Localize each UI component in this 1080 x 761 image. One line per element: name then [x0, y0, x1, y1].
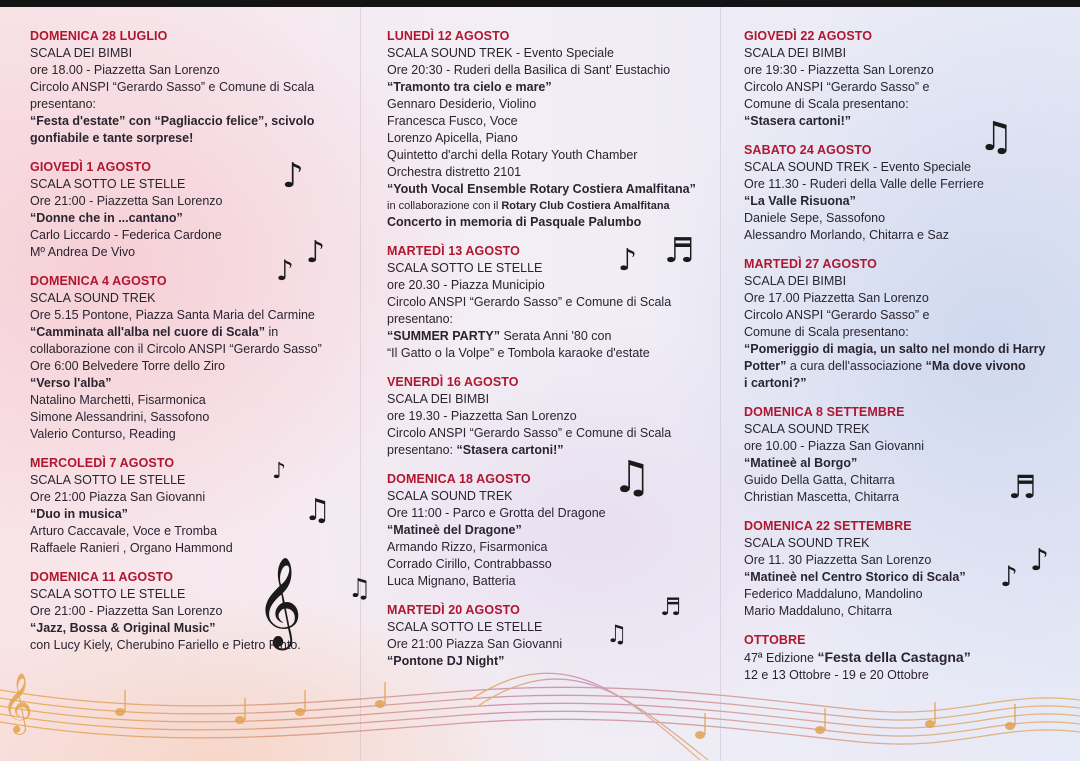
- event-block: [744, 28, 1064, 130]
- event-text: SCALA DEI BIMBI: [744, 274, 847, 288]
- event-line: [387, 96, 717, 113]
- event-text: ore 18.00 - Piazzetta San Lorenzo: [30, 63, 220, 77]
- event-text: Serata Anni '80 con: [499, 329, 612, 343]
- beamed-notes-icon: ♫: [978, 114, 1014, 160]
- event-text: SCALA SOTTO LE STELLE: [30, 473, 186, 487]
- staff-notes-icon: [115, 700, 1015, 739]
- event-date: MARTEDÌ 20 AGOSTO: [387, 603, 520, 617]
- event-line: [387, 573, 717, 590]
- event-text: “Tramonto tra cielo e mare”: [387, 80, 552, 94]
- event-block: [387, 471, 717, 590]
- event-line: [744, 307, 1064, 324]
- event-text: Raffaele Ranieri , Organo Hammond: [30, 541, 233, 555]
- event-line: [744, 341, 1064, 358]
- event-text: Valerio Conturso, Reading: [30, 427, 176, 441]
- event-line: [30, 290, 360, 307]
- event-line: [30, 426, 360, 443]
- event-line: [387, 147, 717, 164]
- event-text: SCALA SOTTO LE STELLE: [30, 587, 186, 601]
- event-date: GIOVEDÌ 22 AGOSTO: [744, 29, 873, 43]
- event-block: [30, 455, 360, 557]
- event-line: [744, 62, 1064, 79]
- event-line: [30, 324, 360, 341]
- event-line: [744, 96, 1064, 113]
- event-line: [744, 375, 1064, 392]
- event-text: SCALA SOUND TREK - Evento Speciale: [744, 160, 971, 174]
- event-text: Comune di Scala presentano:: [744, 325, 909, 339]
- event-line: [30, 45, 360, 62]
- event-line: [387, 214, 717, 231]
- column-left: [30, 28, 360, 666]
- event-line: [744, 227, 1064, 244]
- event-line: [30, 358, 360, 375]
- event-line: [30, 176, 360, 193]
- event-text: gonfiabile e tante sorprese!: [30, 131, 194, 145]
- beamed-notes-icon: ♫: [612, 452, 652, 503]
- event-line: [387, 198, 717, 214]
- event-line: [744, 324, 1064, 341]
- event-text: SCALA SOUND TREK: [387, 489, 513, 503]
- event-text: SCALA SOTTO LE STELLE: [30, 177, 186, 191]
- event-line: [744, 586, 1064, 603]
- event-block: [387, 243, 717, 362]
- fold-line-right: [720, 7, 721, 761]
- event-line: [387, 79, 717, 96]
- event-line: [744, 667, 1064, 684]
- event-line: [387, 294, 717, 311]
- event-block: [30, 569, 360, 654]
- event-line: [30, 210, 360, 227]
- event-date: DOMENICA 8 SETTEMBRE: [744, 405, 905, 419]
- event-line: [30, 472, 360, 489]
- event-text: con Lucy Kiely, Cherubino Fariello e Pietro Pinto.: [30, 638, 301, 652]
- event-text: Ore 11.30 - Ruderi della Valle delle Ferriere: [744, 177, 984, 191]
- eighth-note-icon: ♪: [306, 235, 326, 270]
- event-text: 47ª Edizione: [744, 651, 818, 665]
- eighth-note-icon: ♪: [276, 254, 294, 287]
- event-line: [744, 358, 1064, 375]
- event-line: [744, 45, 1064, 62]
- event-text: “Jazz, Bossa & Original Music”: [30, 621, 216, 635]
- event-line: [387, 345, 717, 362]
- beamed-notes-icon: ♬: [1008, 468, 1037, 506]
- event-text: Ore 21:00 Piazza San Giovanni: [387, 637, 563, 651]
- event-text: Guido Della Gatta, Chitarra: [744, 473, 895, 487]
- event-date: DOMENICA 28 LUGLIO: [30, 29, 168, 43]
- event-line: [387, 328, 717, 345]
- eighth-note-icon: ♪: [618, 243, 638, 278]
- event-line: [30, 79, 360, 96]
- event-text: Ore 6:00 Belvedere Torre dello Ziro: [30, 359, 226, 373]
- event-text: SCALA DEI BIMBI: [744, 46, 847, 60]
- eighth-note-icon: ♪: [1000, 560, 1018, 593]
- event-line: [744, 603, 1064, 620]
- event-text: SCALA DEI BIMBI: [30, 46, 133, 60]
- treble-clef-icon: 𝄞: [256, 557, 303, 647]
- event-text: Ore 11. 30 Piazzetta San Lorenzo: [744, 553, 932, 567]
- event-text: Mario Maddaluno, Chitarra: [744, 604, 892, 618]
- event-line: [744, 489, 1064, 506]
- event-date: VENERDÌ 16 AGOSTO: [387, 375, 519, 389]
- event-text: Rotary Club Costiera Amalfitana: [501, 200, 670, 212]
- event-line: [30, 540, 360, 557]
- event-text: Mº Andrea De Vivo: [30, 245, 136, 259]
- event-line: [744, 113, 1064, 130]
- event-block: [30, 159, 360, 261]
- event-text: SCALA SOUND TREK: [30, 291, 156, 305]
- event-text: Carlo Liccardo - Federica Cardone: [30, 228, 222, 242]
- event-text: in collaborazione con il: [387, 200, 502, 212]
- event-line: [387, 181, 717, 198]
- event-text: Gennaro Desiderio, Violino: [387, 97, 537, 111]
- event-line: [387, 522, 717, 539]
- event-date: MARTEDÌ 27 AGOSTO: [744, 257, 877, 271]
- event-line: [387, 130, 717, 147]
- event-block: [387, 374, 717, 459]
- event-text: “La Valle Risuona”: [744, 194, 856, 208]
- event-date: DOMENICA 22 SETTEMBRE: [744, 519, 912, 533]
- event-line: [387, 260, 717, 277]
- event-text: “Il Gatto o la Volpe” e Tombola karaoke d'estate: [387, 346, 650, 360]
- event-text: presentano:: [387, 443, 457, 457]
- event-line: [30, 603, 360, 620]
- event-text: Alessandro Morlando, Chitarra e Saz: [744, 228, 949, 242]
- event-line: [30, 244, 360, 261]
- event-line: [387, 556, 717, 573]
- event-line: [30, 307, 360, 324]
- event-line: [387, 391, 717, 408]
- event-block: [744, 518, 1064, 620]
- event-line: [30, 227, 360, 244]
- event-line: [387, 113, 717, 130]
- event-block: [744, 256, 1064, 392]
- event-line: [387, 62, 717, 79]
- fold-line-left: [360, 7, 361, 761]
- event-text: “Stasera cartoni!”: [744, 114, 851, 128]
- event-line: [30, 341, 360, 358]
- beamed-notes-icon: ♫: [304, 493, 331, 528]
- event-line: [30, 409, 360, 426]
- event-text: SCALA SOTTO LE STELLE: [387, 620, 543, 634]
- event-text: “Verso l'alba”: [30, 376, 112, 390]
- event-line: [30, 620, 360, 637]
- event-text: a cura dell'associazione: [786, 359, 926, 373]
- event-text: Ore 21:00 Piazza San Giovanni: [30, 490, 206, 504]
- event-block: [744, 404, 1064, 506]
- event-block: [744, 142, 1064, 244]
- event-line: [744, 79, 1064, 96]
- top-border: [0, 0, 1080, 7]
- event-line: [387, 45, 717, 62]
- event-line: [387, 636, 717, 653]
- event-text: SCALA SOUND TREK: [744, 422, 870, 436]
- event-text: i cartoni?”: [744, 376, 807, 390]
- event-text: “Donne che in ...cantano”: [30, 211, 183, 225]
- event-text: Circolo ANSPI “Gerardo Sasso” e Comune di Scala: [387, 295, 672, 309]
- event-line: [387, 311, 717, 328]
- event-text: ore 19:30 - Piazzetta San Lorenzo: [744, 63, 934, 77]
- event-text: 12 e 13 Ottobre - 19 e 20 Ottobre: [744, 668, 929, 682]
- beamed-notes-icon: ♬: [660, 593, 682, 621]
- beamed-notes-icon: ♬: [664, 231, 695, 271]
- event-block: [30, 28, 360, 147]
- event-text: Arturo Caccavale, Voce e Tromba: [30, 524, 217, 538]
- event-text: ore 19.30 - Piazzetta San Lorenzo: [387, 409, 577, 423]
- event-text: Daniele Sepe, Sassofono: [744, 211, 886, 225]
- event-text: Federico Maddaluno, Mandolino: [744, 587, 923, 601]
- event-text: Christian Mascetta, Chitarra: [744, 490, 899, 504]
- event-line: [30, 586, 360, 603]
- column-right: [744, 28, 1064, 696]
- event-line: [30, 130, 360, 147]
- event-line: [744, 535, 1064, 552]
- event-text: collaborazione con il Circolo ANSPI “Gerardo Sasso”: [30, 342, 322, 356]
- event-text: Circolo ANSPI “Gerardo Sasso” e Comune di Scala: [30, 80, 315, 94]
- event-date: LUNEDÌ 12 AGOSTO: [387, 29, 510, 43]
- event-text: Concerto in memoria di Pasquale Palumbo: [387, 215, 642, 229]
- event-date: MARTEDÌ 13 AGOSTO: [387, 244, 520, 258]
- event-line: [744, 649, 1064, 667]
- event-block: [30, 273, 360, 443]
- event-date: DOMENICA 4 AGOSTO: [30, 274, 167, 288]
- event-text: Francesca Fusco, Voce: [387, 114, 518, 128]
- event-text: presentano:: [30, 97, 97, 111]
- event-line: [744, 455, 1064, 472]
- svg-text:𝄞: 𝄞: [2, 673, 33, 733]
- event-text: Circolo ANSPI “Gerardo Sasso” e: [744, 308, 930, 322]
- event-line: [30, 489, 360, 506]
- event-line: [744, 290, 1064, 307]
- event-line: [744, 472, 1064, 489]
- event-text: “Festa della Castagna”: [817, 649, 971, 665]
- event-line: [387, 277, 717, 294]
- event-text: presentano:: [387, 312, 454, 326]
- eighth-note-icon: ♪: [1030, 543, 1050, 578]
- event-text: “Matineè nel Centro Storico di Scala”: [744, 570, 966, 584]
- event-line: [30, 506, 360, 523]
- event-text: “Ma dove vivono: [925, 359, 1026, 373]
- event-text: SCALA SOUND TREK: [744, 536, 870, 550]
- eighth-note-icon: ♪: [272, 459, 287, 484]
- event-date: OTTOBRE: [744, 633, 806, 647]
- event-text: Ore 5.15 Pontone, Piazza Santa Maria del Carmine: [30, 308, 315, 322]
- eighth-note-icon: ♪: [282, 156, 304, 196]
- event-text: Orchestra distretto 2101: [387, 165, 522, 179]
- event-date: MERCOLEDÌ 7 AGOSTO: [30, 456, 175, 470]
- event-text: Natalino Marchetti, Fisarmonica: [30, 393, 206, 407]
- event-line: [387, 408, 717, 425]
- event-line: [387, 164, 717, 181]
- event-line: [30, 375, 360, 392]
- event-text: “Stasera cartoni!”: [456, 443, 564, 457]
- event-line: [30, 193, 360, 210]
- event-line: [387, 488, 717, 505]
- event-line: [744, 193, 1064, 210]
- event-text: SCALA SOTTO LE STELLE: [387, 261, 543, 275]
- beamed-notes-icon: ♫: [606, 620, 628, 648]
- event-line: [387, 619, 717, 636]
- event-text: ore 10.00 - Piazza San Giovanni: [744, 439, 924, 453]
- event-line: [387, 653, 717, 670]
- event-text: Circolo ANSPI “Gerardo Sasso” e: [744, 80, 930, 94]
- event-text: Ore 21:00 - Piazzetta San Lorenzo: [30, 604, 223, 618]
- event-text: SCALA DEI BIMBI: [387, 392, 490, 406]
- event-line: [387, 539, 717, 556]
- event-text: SCALA SOUND TREK - Evento Speciale: [387, 46, 614, 60]
- event-line: [744, 569, 1064, 586]
- event-line: [30, 96, 360, 113]
- event-date: GIOVEDÌ 1 AGOSTO: [30, 160, 152, 174]
- event-text: “Pontone DJ Night”: [387, 654, 505, 668]
- event-text: Circolo ANSPI “Gerardo Sasso” e Comune di Scala: [387, 426, 672, 440]
- event-text: “Matineè al Borgo”: [744, 456, 858, 470]
- event-date: SABATO 24 AGOSTO: [744, 143, 872, 157]
- event-line: [744, 421, 1064, 438]
- event-text: Corrado Cirillo, Contrabbasso: [387, 557, 552, 571]
- beamed-notes-icon: ♫: [348, 574, 372, 604]
- event-line: [387, 425, 717, 442]
- event-text: Armando Rizzo, Fisarmonica: [387, 540, 548, 554]
- event-text: Ore 17.00 Piazzetta San Lorenzo: [744, 291, 929, 305]
- event-line: [30, 523, 360, 540]
- event-line: [744, 159, 1064, 176]
- event-line: [744, 210, 1064, 227]
- event-text: Simone Alessandrini, Sassofono: [30, 410, 210, 424]
- event-block: [387, 28, 717, 231]
- event-text: Quintetto d'archi della Rotary Youth Chamber: [387, 148, 638, 162]
- event-text: Luca Mignano, Batteria: [387, 574, 516, 588]
- event-text: “SUMMER PARTY”: [387, 329, 500, 343]
- event-block: [744, 632, 1064, 684]
- event-line: [387, 442, 717, 459]
- event-text: in: [265, 325, 279, 339]
- event-text: Ore 20:30 - Ruderi della Basilica di Sant' Eustachio: [387, 63, 671, 77]
- event-text: Ore 11:00 - Parco e Grotta del Dragone: [387, 506, 606, 520]
- event-line: [30, 637, 360, 654]
- treble-clef-gold-icon: [2, 673, 33, 735]
- event-text: “Youth Vocal Ensemble Rotary Costiera Amalfitana”: [387, 182, 696, 196]
- event-text: “Pomeriggio di magia, un salto nel mondo di Harry: [744, 342, 1046, 356]
- event-text: “Duo in musica”: [30, 507, 128, 521]
- column-center: [387, 28, 717, 682]
- event-line: [30, 113, 360, 130]
- event-text: ore 20.30 - Piazza Municipio: [387, 278, 545, 292]
- event-line: [30, 62, 360, 79]
- event-text: Potter”: [744, 359, 787, 373]
- event-line: [30, 392, 360, 409]
- event-text: Lorenzo Apicella, Piano: [387, 131, 518, 145]
- event-line: [744, 438, 1064, 455]
- event-text: Comune di Scala presentano:: [744, 97, 909, 111]
- event-line: [744, 552, 1064, 569]
- event-date: DOMENICA 11 AGOSTO: [30, 570, 174, 584]
- event-line: [387, 505, 717, 522]
- event-text: Ore 21:00 - Piazzetta San Lorenzo: [30, 194, 223, 208]
- event-date: DOMENICA 18 AGOSTO: [387, 472, 531, 486]
- event-line: [744, 176, 1064, 193]
- event-block: [387, 602, 717, 670]
- event-text: “Festa d'estate” con “Pagliaccio felice”, scivolo: [30, 114, 315, 128]
- event-text: “Matineè del Dragone”: [387, 523, 522, 537]
- event-text: “Camminata all'alba nel cuore di Scala”: [30, 325, 266, 339]
- event-line: [744, 273, 1064, 290]
